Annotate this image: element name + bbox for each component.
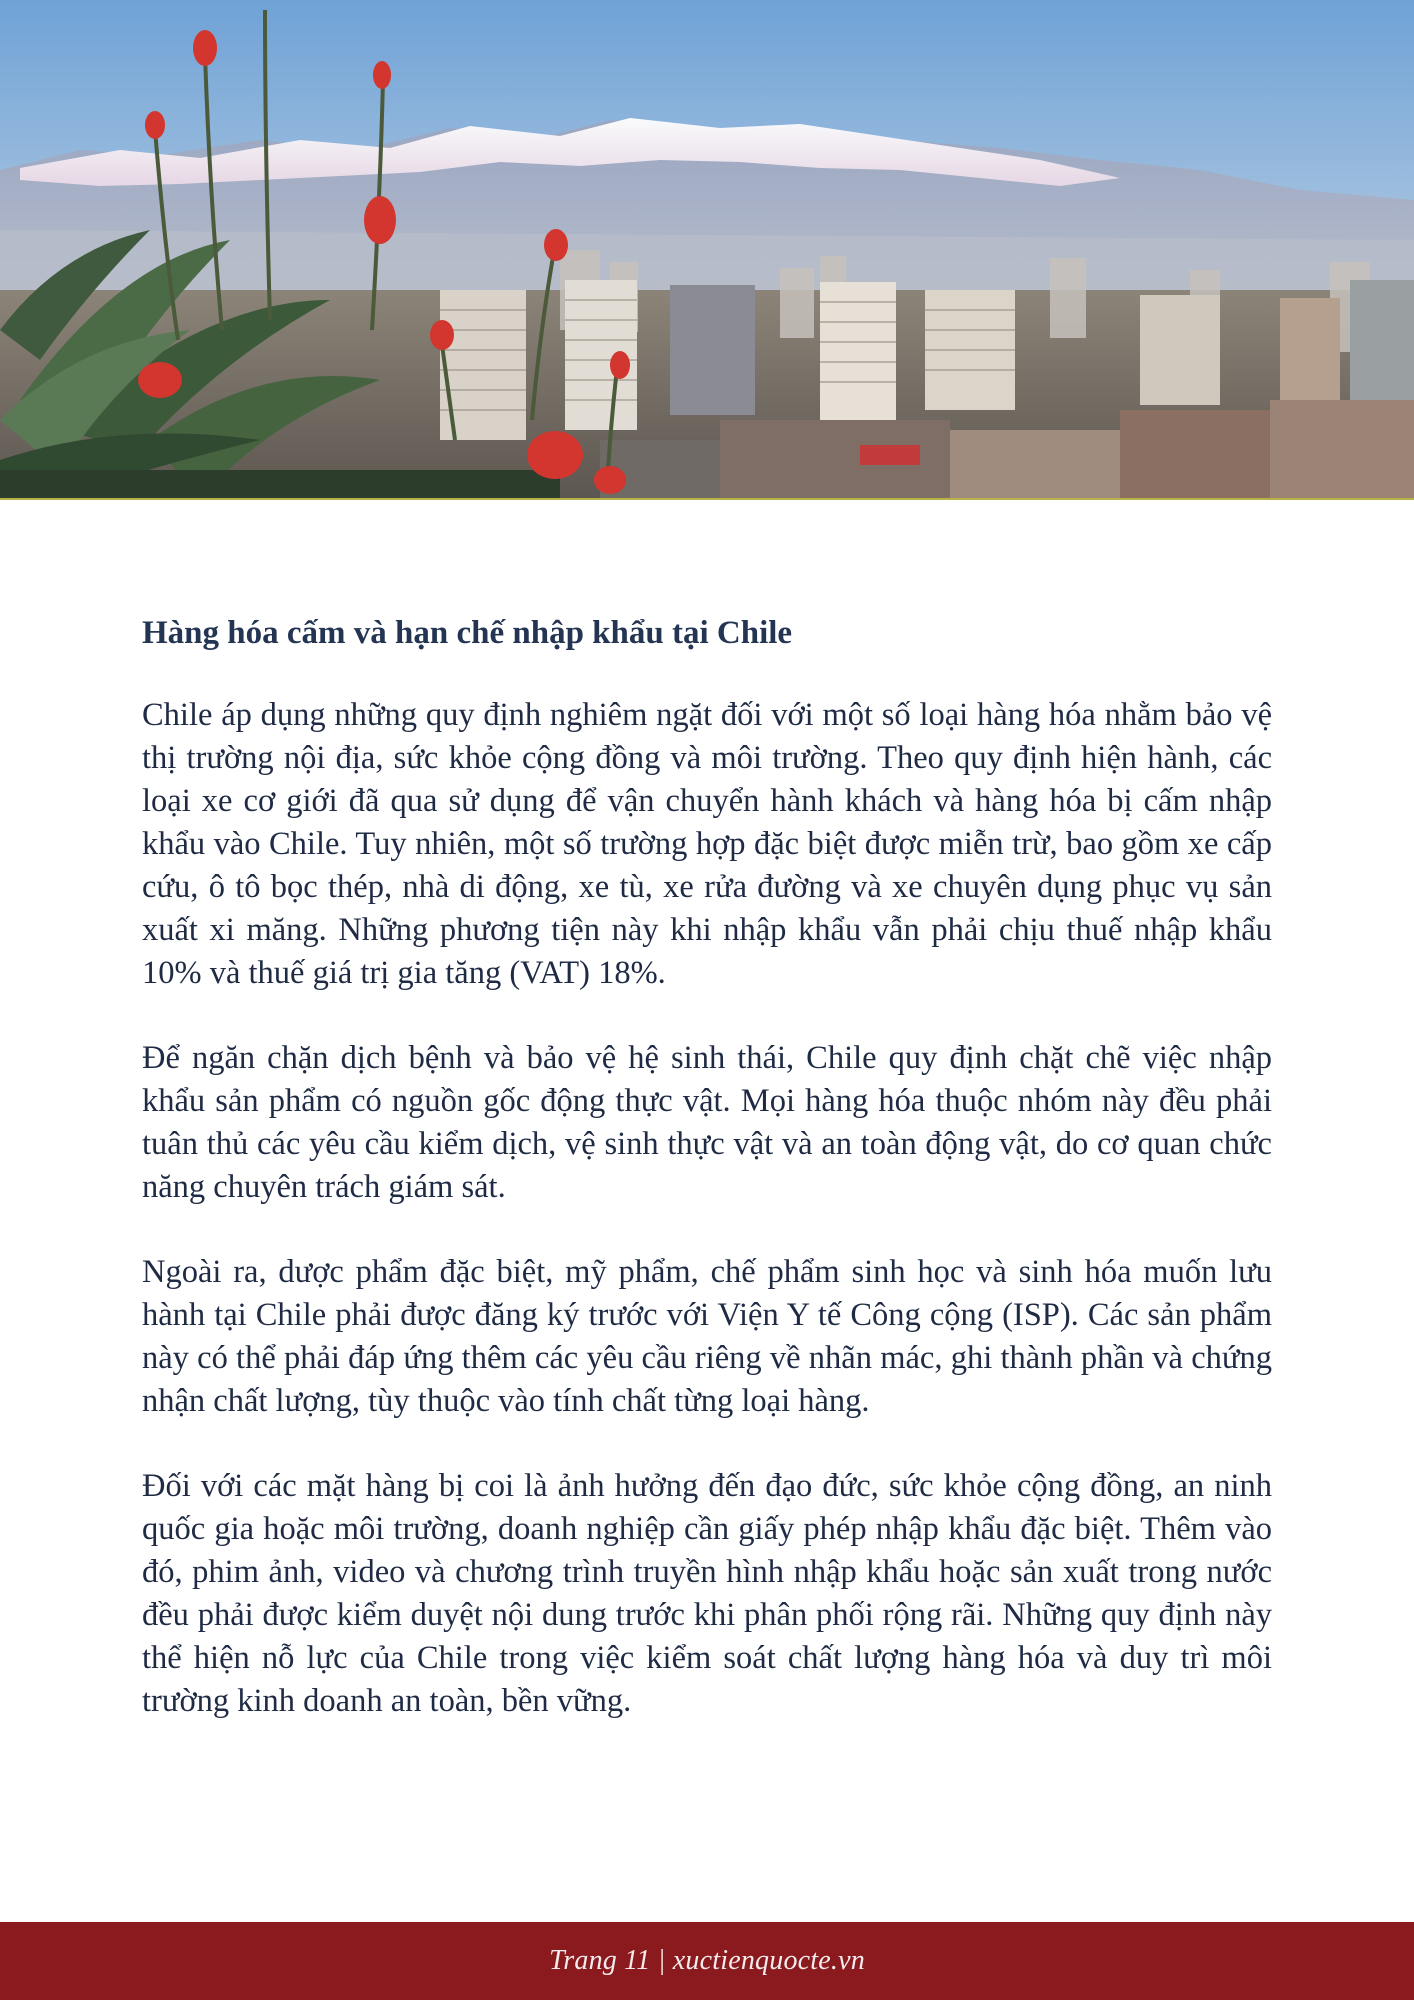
article-paragraph-2: Để ngăn chặn dịch bệnh và bảo vệ hệ sinh thái, Chile quy định chặt chẽ việc nhập khẩu sản phẩm có nguồn gốc động thực vật. Mọi hàng hóa thuộc nhóm này đều phải tuân thủ các yêu cầu kiểm dịch, vệ sinh thực vật và an toàn động vật, do cơ quan chức năng chuyên trách giám sát. [142, 1040, 1272, 1205]
article-paragraph-4: Đối với các mặt hàng bị coi là ảnh hưởng đến đạo đức, sức khỏe cộng đồng, an ninh quốc gia hoặc môi trường, doanh nghiệp cần giấy phép nhập khẩu đặc biệt. Thêm vào đó, phim ảnh, video và chương trình truyền hình nhập khẩu hoặc sản xuất trong nước đều phải được kiểm duyệt nội dung trước khi phân phối rộng rãi. Những quy định này thể hiện nỗ lực của Chile trong việc kiểm soát chất lượng hàng hóa và duy trì môi trường kinh doanh an toàn, bền vững. [142, 1468, 1272, 1719]
article-paragraph-1: Chile áp dụng những quy định nghiêm ngặt đối với một số loại hàng hóa nhằm bảo vệ thị trường nội địa, sức khỏe cộng đồng và môi trường. Theo quy định hiện hành, các loại xe cơ giới đã qua sử dụng để vận chuyển hành khách và hàng hóa bị cấm nhập khẩu vào Chile. Tuy nhiên, một số trường hợp đặc biệt được miễn trừ, bao gồm xe cấp cứu, ô tô bọc thép, nhà di động, xe tù, xe rửa đường và xe chuyên dụng phục vụ sản xuất xi măng. Những phương tiện này khi nhập khẩu vẫn phải chịu thuế nhập khẩu 10% và thuế giá trị gia tăng (VAT) 18%. [142, 697, 1272, 991]
footer-page-label: Trang 11 | xuctienquocte.vn [549, 1945, 865, 1976]
hero-image-illustration [0, 0, 1414, 498]
article-paragraph-3: Ngoài ra, dược phẩm đặc biệt, mỹ phẩm, chế phẩm sinh học và sinh hóa muốn lưu hành tại Chile phải được đăng ký trước với Viện Y tế Công cộng (ISP). Các sản phẩm này có thể phải đáp ứng thêm các yêu cầu riêng về nhãn mác, ghi thành phần và chứng nhận chất lượng, tùy thuộc vào tính chất từng loại hàng. [142, 1254, 1272, 1419]
article [142, 606, 1272, 1765]
article-heading: Hàng hóa cấm và hạn chế nhập khẩu tại Chile [142, 615, 793, 651]
hero-image [0, 0, 1414, 500]
page-footer [0, 1922, 1414, 2000]
